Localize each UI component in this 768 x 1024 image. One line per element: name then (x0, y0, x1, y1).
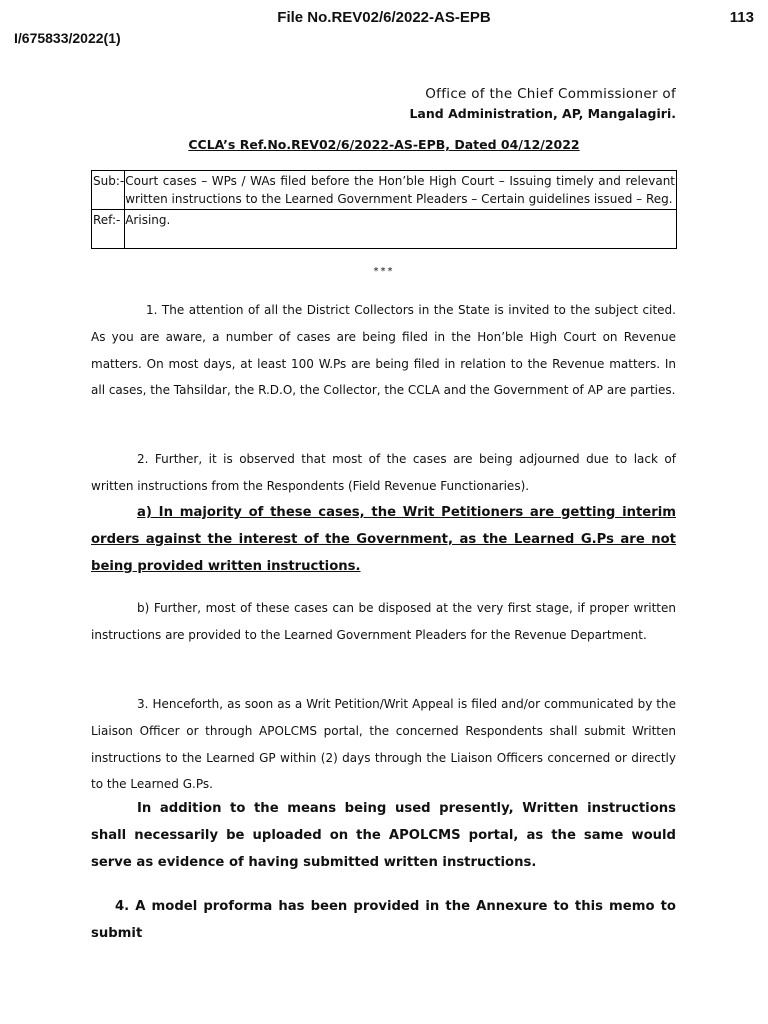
paragraph-4: 4. A model proforma has been provided in the Annexure to this memo to submit (91, 899, 676, 941)
reference-line: CCLA’s Ref.No.REV02/6/2022-AS-EPB, Dated 04/12/2022 (188, 137, 580, 152)
paragraph-2a: a) In majority of these cases, the Writ Petitioners are getting interim orders against the interest of the Government, as the Learned G.Ps are not being provided written instructions. (91, 505, 676, 574)
subject-row (92, 171, 677, 210)
paragraph-3: 3. Henceforth, as soon as a Writ Petition/Writ Appeal is filed and/or communicated by the Liaison Officer or through APOLCMS portal, the concerned Respondents shall submit Written instructions to the Learned GP within (2) days through the Liaison Officers concerned or directly to the Learned G.Ps. (91, 697, 676, 792)
subject-reference-table (91, 170, 677, 249)
paragraph-2: 2. Further, it is observed that most of the cases are being adjourned due to lack of written instructions from the Respondents (Field Revenue Functionaries). (91, 452, 676, 493)
ref-label: Ref:- (92, 210, 125, 249)
office-line-2: Land Administration, AP, Mangalagiri. (409, 106, 676, 121)
paragraph-1: 1. The attention of all the District Collectors in the State is invited to the subject cited. As you are aware, a number of cases are being filed in the Hon’ble High Court on Revenue matters. On most days, at least 100 W.Ps are being filed in relation to the Revenue matters. In all cases, the Tahsildar, the R.D.O, the Collector, the CCLA and the Government of AP are parties. (91, 303, 676, 398)
ref-row (92, 210, 677, 249)
page-number: 113 (729, 9, 754, 26)
subject-text: Court cases – WPs / WAs filed before the Hon’ble High Court – Issuing timely and relevant written instructions to the Learned Government Pleaders – Certain guidelines issued – Reg. (125, 171, 677, 210)
office-address (409, 85, 676, 123)
office-line-1: Office of the Chief Commissioner of (425, 86, 676, 102)
document-id: I/675833/2022(1) (14, 30, 121, 46)
separator-stars: *** (373, 266, 395, 277)
file-number: File No.REV02/6/2022-AS-EPB (277, 9, 491, 26)
paragraph-2b: b) Further, most of these cases can be disposed at the very first stage, if proper written instructions are provided to the Learned Government Pleaders for the Revenue Department. (91, 601, 676, 642)
subject-label: Sub:- (92, 171, 125, 210)
ref-text: Arising. (125, 210, 677, 249)
paragraph-3-instructions: In addition to the means being used presently, Written instructions shall necessarily be uploaded on the APOLCMS portal, as the same would serve as evidence of having submitted written instructions. (91, 801, 676, 870)
